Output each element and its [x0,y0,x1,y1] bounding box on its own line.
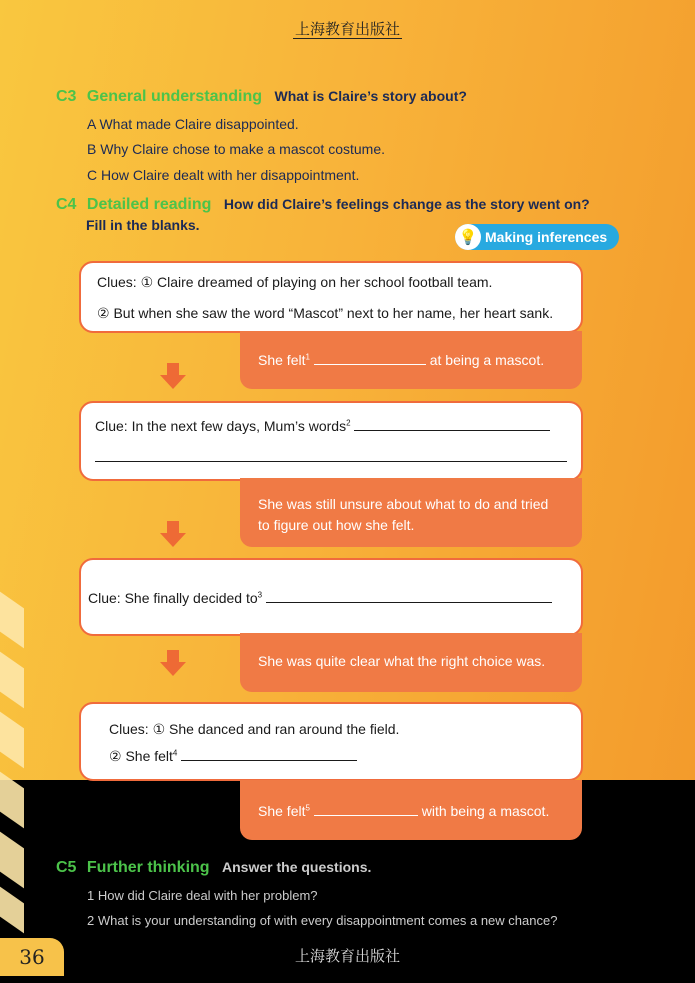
blank-3[interactable] [266,589,552,603]
clue-box-1 [79,261,583,333]
section-code: C5 [56,859,77,876]
option-c: C How Claire dealt with her disappointment. [87,167,360,183]
blank-2-continuation[interactable] [95,461,567,462]
section-title: Further thinking [86,859,210,876]
section-c3-heading [56,88,467,106]
blank-4[interactable] [181,747,357,761]
clue-text: Clues: ① Claire dreamed of playing on her school football team. [97,274,493,290]
section-c4-instruction: Fill in the blanks. [86,217,200,233]
decorative-stripes [0,590,30,930]
section-code: C4 [56,196,77,213]
option-b: B Why Claire chose to make a mascot costume. [87,141,385,157]
c5-question-2: 2 What is your understanding of with every disappointment comes a new chance? [87,913,558,928]
clue-text: Clues: ① She danced and ran around the field. [109,721,400,737]
blank-1[interactable] [314,351,426,365]
publisher-footer: 上海教育出版社 [294,947,400,965]
section-c5-heading [56,859,371,877]
feeling-box-1: She felt$^1$ at being a mascot. [240,331,582,389]
clue-text: Clue: She finally decided $to^3$ [88,589,552,606]
feeling-box-3: She was quite clear what the right choice was. [240,633,582,692]
clue-box-4 [79,702,583,781]
feeling-box-2: She was still unsure about what to do and tried to figure out how she felt. [240,478,582,547]
publisher-header: 上海教育出版社 [294,20,400,38]
clue-text: Clue: In the next few days, Mum’s words$^2$ [95,417,550,434]
blank-2[interactable] [354,417,550,431]
clue-box-3 [79,558,583,636]
blank-5[interactable] [314,802,418,816]
section-question: Answer the questions. [222,859,372,875]
making-inferences-badge: 💡 Making inferences [455,224,619,250]
c5-question-1: 1 How did Claire deal with her problem? [87,888,318,903]
lightbulb-icon: 💡 [455,224,481,250]
clue-text: ② She felt$^4$ [109,747,357,765]
option-a: A What made Claire disappointed. [87,116,299,132]
down-arrow-icon [160,521,186,551]
section-title: Detailed reading [86,196,212,213]
section-question: What is Claire’s story about? [274,88,467,104]
feeling-box-4: She felt$^5$ with being a mascot. [240,780,582,840]
down-arrow-icon [160,363,186,393]
clue-box-2 [79,401,583,481]
section-code: C3 [56,88,77,105]
section-c4-heading [56,196,590,214]
section-question: How did Claire’s feelings change as the story went on? [223,196,590,212]
clue-text: ② But when she saw the word “Mascot” next to her name, her heart sank. [97,305,554,321]
section-title: General understanding [86,88,263,105]
page-number: 36 [0,938,64,976]
down-arrow-icon [160,650,186,680]
